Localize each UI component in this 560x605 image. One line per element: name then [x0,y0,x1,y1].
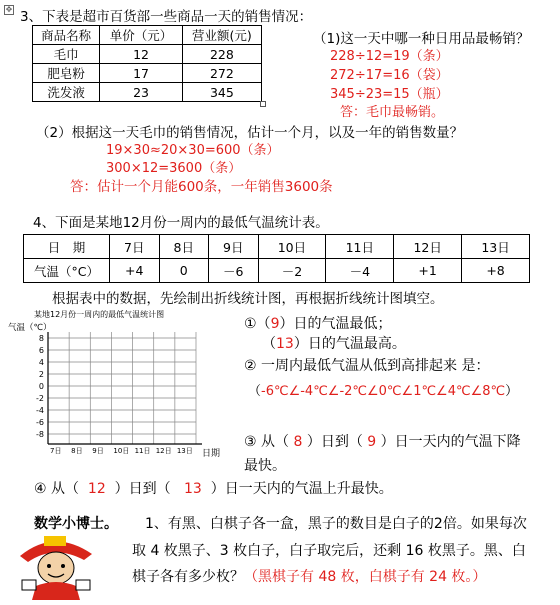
table-header-cell: 日 期 [24,235,110,259]
table-header-row [33,26,262,45]
fill-answer: 13 [276,336,294,352]
chart-y-label: 气温（℃） [8,323,52,333]
table-cell: 7日 [110,235,160,259]
q4-title: 4、下面是某地12月份一周内的最低气温统计表。 [33,215,329,231]
table-cell: 228 [182,45,261,64]
fill-text: ④ 从（ [34,481,80,497]
chart-grid [48,332,202,444]
table-header-cell: 单价（元） [100,26,183,45]
sales-table [32,25,262,102]
x-tick-label: 11日 [134,447,151,455]
table-cell: +8 [462,259,530,283]
table-cell: 9日 [209,235,259,259]
y-tick-label: 8 [38,334,44,343]
q3-part1-question: （1)这一天中哪一种日用品最畅销？ [313,31,530,47]
fill-text: ）日的气温最高。 [293,336,406,352]
bonus-line-1: 1、有黑、白棋子各一盒，黑子的数目是白子的2倍。如果每次 [145,516,527,532]
y-tick-label: 4 [38,358,44,367]
q3-part1-calc-2: 272÷17=16（袋） [330,68,449,83]
blank-line-chart-grid [6,308,232,468]
table-cell: 8日 [159,235,209,259]
fill-text: ）日一天内的气温下降 [380,434,521,450]
move-handle-icon[interactable]: ✥ [5,5,13,14]
table-cell: －6 [209,259,259,283]
q3-part2-answer: 答：估计一个月能600条，一年销售3600条 [70,179,333,195]
q3-part1-calc-3: 345÷23=15（瓶） [330,87,449,102]
chart-title: 某地12月份一周内的最低气温统计图 [34,310,165,319]
fill-3-question: ② 一周内最低气温从低到高排起来 是： [244,358,490,374]
table-cell: 0 [159,259,209,283]
temperature-table [23,234,530,283]
bonus-line-2: 取 4 枚黑子、3 枚白子，白子取完后，还剩 16 枚黑子。黑、白 [132,543,526,559]
table-cell: +1 [394,259,462,283]
resize-handle[interactable] [260,101,266,107]
table-cell: 肥皂粉 [33,64,100,83]
q3-title: 3、下表是超市百货部一些商品一天的销售情况： [20,9,313,25]
fill-answer: 8 [293,434,303,450]
chart-y-ticks [36,334,44,439]
fill-text: ）日一天内的气温上升最快。 [210,481,393,497]
fill-answer: -6℃∠-4℃∠-2℃∠0℃∠1℃∠4℃∠8℃ [261,384,506,399]
x-tick-label: 12日 [155,447,172,455]
q4-instruction: 根据表中的数据，先绘制出折线统计图，再根据折线统计图填空。 [52,291,444,307]
table-cell: 12 [100,45,183,64]
fill-5 [34,478,393,498]
fill-text: （ [248,384,262,399]
table-cell: －4 [326,259,394,283]
fill-text: （ [262,336,276,352]
q3-part1-answer: 答：毛巾最畅销。 [340,105,445,120]
q3-part2-question: （2）根据这一天毛巾的销售情况，估计一个月，以及一年的销售数量？ [36,125,464,141]
table-header-cell: 商品名称 [33,26,100,45]
table-cell: 345 [182,83,261,102]
y-tick-label: -8 [36,430,44,439]
fill-3-answer [248,380,518,399]
fill-2 [262,333,406,353]
y-tick-label: -4 [36,406,44,415]
table-header-cell: 气温（°C） [24,259,110,283]
bonus-heading: 数学小博士。 [34,516,118,532]
table-cell: －2 [258,259,326,283]
y-tick-label: 0 [38,382,44,391]
table-row [33,64,262,83]
q3-part2-calc-2: 300×12=3600（条） [106,161,242,176]
q3-part1-calc-1: 228÷12=19（条） [330,49,449,64]
x-tick-label: 8日 [71,447,83,455]
fill-text: ①（ [244,316,271,332]
table-cell: 洗发液 [33,83,100,102]
x-tick-label: 13日 [176,447,193,455]
math-doctor-mascot-icon [14,530,98,600]
fill-text: ）日到（ [306,434,363,450]
table-row [24,235,530,259]
y-tick-label: 6 [38,346,44,355]
x-tick-label: 7日 [50,447,62,455]
table-cell: 17 [100,64,183,83]
table-header-cell: 营业额(元) [182,26,261,45]
fill-answer: 12 [87,481,106,497]
y-tick-label: -2 [36,394,44,403]
bonus-answer: （黑棋子有 48 枚，白棋子有 24 枚。） [244,569,487,585]
fill-answer: 9 [367,434,377,450]
y-tick-label: 2 [38,370,44,379]
table-cell: 12日 [394,235,462,259]
table-row [33,83,262,102]
y-tick-label: -6 [36,418,44,427]
table-row [33,45,262,64]
table-cell: 11日 [326,235,394,259]
x-tick-label: 10日 [113,447,130,455]
bonus-line-3 [132,566,486,586]
table-cell: 毛巾 [33,45,100,64]
fill-text: ）日的气温最低； [279,316,392,332]
chart-x-label: 日期 [202,449,221,459]
x-tick-label: 9日 [92,447,104,455]
table-cell: 13日 [462,235,530,259]
chart-x-ticks [50,447,193,455]
table-cell: +4 [110,259,160,283]
table-cell: 10日 [258,235,326,259]
q3-part2-calc-1: 19×30≈20×30=600（条） [106,143,280,158]
table-cell: 272 [182,64,261,83]
fill-4-line2: 最快。 [244,458,286,474]
fill-text: ）日到（ [114,481,171,497]
table-row [24,259,530,283]
fill-answer: 13 [184,481,202,497]
fill-1 [244,313,391,333]
fill-text: ） [505,384,519,399]
fill-4 [244,431,521,451]
bonus-question: 棋子各有多少枚？ [132,569,244,585]
fill-text: ③ 从（ [244,434,290,450]
table-cell: 23 [100,83,183,102]
fill-answer: 9 [270,316,280,332]
